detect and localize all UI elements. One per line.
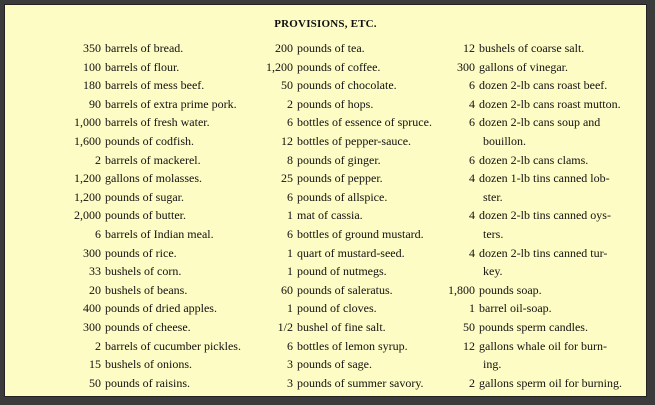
quantity: 20 [89, 282, 101, 297]
list-item [227, 113, 432, 132]
list-item [35, 39, 241, 58]
quantity: 6 [95, 226, 101, 241]
quantity: 2 [469, 375, 475, 390]
item-description: pounds of tea. [297, 41, 365, 55]
quantity: 1,600 [74, 133, 101, 148]
quantity: 1 [287, 208, 293, 223]
quantity: 2,000 [74, 208, 101, 223]
item-description: barrels of cucumber pickles. [105, 338, 241, 353]
list-item [35, 318, 241, 337]
item-description: pounds of dried apples. [105, 301, 217, 316]
list-item [227, 337, 432, 356]
quantity: 50 [281, 78, 293, 93]
item-description: quart of mustard-seed. [297, 245, 405, 260]
item-description: pounds of sugar. [105, 189, 184, 204]
quantity: 1 [287, 245, 293, 260]
quantity: 300 [83, 319, 101, 334]
list-item [35, 113, 241, 132]
item-description: pounds sperm candles. [479, 319, 588, 334]
item-description: barrels of Indian meal. [105, 226, 214, 241]
item-description: bushel of fine salt. [297, 319, 386, 334]
quantity: 6 [469, 115, 475, 130]
item-description: pounds of pepper. [297, 171, 383, 186]
list-item [35, 76, 241, 95]
quantity: 6 [469, 78, 475, 93]
quantity: 1 [287, 264, 293, 279]
list-item [35, 355, 241, 374]
list-item [227, 355, 432, 374]
quantity: 1,200 [74, 189, 101, 204]
list-item [413, 225, 622, 244]
quantity: 200 [275, 41, 293, 55]
quantity: 400 [83, 301, 101, 316]
item-description: barrel oil-soap. [479, 301, 552, 316]
quantity: 1/2 [277, 319, 293, 334]
quantity: 350 [83, 41, 101, 55]
list-item [413, 169, 622, 188]
list-item [35, 299, 241, 318]
item-description: barrels of fresh water. [105, 115, 210, 130]
quantity: 1,200 [74, 171, 101, 186]
quantity: 60 [281, 282, 293, 297]
quantity: 1,800 [448, 282, 475, 297]
quantity: 2 [95, 152, 101, 167]
quantity: 4 [469, 171, 475, 186]
quantity: 6 [469, 152, 475, 167]
list-item [413, 151, 622, 170]
quantity: 90 [89, 96, 101, 111]
quantity: 8 [287, 152, 293, 167]
list-item [35, 225, 241, 244]
list-item [227, 318, 432, 337]
column-1 [35, 39, 241, 392]
list-item [227, 206, 432, 225]
provisions-table [4, 4, 647, 397]
list-item [227, 281, 432, 300]
item-description: pounds of codfish. [105, 133, 194, 148]
item-description-continued: ster. [483, 189, 503, 204]
list-item [413, 132, 622, 151]
quantity: 15 [89, 357, 101, 372]
list-item [35, 337, 241, 356]
list-item [35, 58, 241, 77]
list-item [413, 39, 622, 58]
item-description: barrels of extra prime pork. [105, 96, 237, 111]
quantity: 2 [95, 338, 101, 353]
quantity: 50 [89, 375, 101, 390]
list-item [35, 206, 241, 225]
item-description: pounds of chocolate. [297, 78, 397, 93]
item-description: pound of nutmegs. [297, 264, 387, 279]
list-item [35, 262, 241, 281]
quantity: 1,000 [74, 115, 101, 130]
item-description: pounds of hops. [297, 96, 374, 111]
list-item [227, 58, 432, 77]
quantity: 6 [287, 189, 293, 204]
item-description-continued: bouillon. [483, 133, 527, 148]
list-item [413, 188, 622, 207]
item-description: pounds of ginger. [297, 152, 381, 167]
list-item [413, 206, 622, 225]
list-item [227, 188, 432, 207]
list-item [413, 318, 622, 337]
quantity: 1 [469, 301, 475, 316]
list-item [413, 262, 622, 281]
list-item [227, 169, 432, 188]
quantity: 4 [469, 245, 475, 260]
item-description: pounds of summer savory. [297, 375, 424, 390]
item-description: pounds of sage. [297, 357, 372, 372]
quantity: 3 [287, 375, 293, 390]
list-item [35, 244, 241, 263]
item-description: bushels of onions. [105, 357, 192, 372]
quantity: 12 [463, 41, 475, 55]
table-title: PROVISIONS, ETC. [274, 18, 377, 30]
quantity: 1,200 [266, 59, 293, 74]
item-description: barrels of bread. [105, 41, 184, 55]
quantity: 1 [287, 301, 293, 316]
list-item [413, 58, 622, 77]
item-description: bottles of ground mustard. [297, 226, 424, 241]
quantity: 300 [457, 59, 475, 74]
list-item [413, 244, 622, 263]
list-item [35, 169, 241, 188]
list-item [227, 39, 432, 58]
list-item [413, 281, 622, 300]
list-item [227, 244, 432, 263]
quantity: 33 [89, 264, 101, 279]
quantity: 3 [287, 357, 293, 372]
item-description: pound of cloves. [297, 301, 377, 316]
list-item [413, 76, 622, 95]
item-description: pounds of allspice. [297, 189, 388, 204]
list-item [35, 188, 241, 207]
list-item [227, 262, 432, 281]
item-description: dozen 1-lb tins canned lob- [479, 171, 610, 186]
list-item [227, 374, 432, 393]
item-description-continued: ters. [483, 226, 504, 241]
item-description: gallons sperm oil for burning. [479, 375, 622, 390]
list-item [35, 281, 241, 300]
quantity: 4 [469, 96, 475, 111]
item-description-continued: key. [483, 264, 503, 279]
item-description-continued: ing. [483, 357, 502, 372]
list-item [35, 151, 241, 170]
list-item [35, 95, 241, 114]
item-description: pounds of butter. [105, 208, 186, 223]
item-description: barrels of flour. [105, 59, 180, 74]
list-item [413, 374, 622, 393]
quantity: 180 [83, 78, 101, 93]
item-description: dozen 2-lb cans soup and [479, 115, 601, 130]
item-description: gallons of vinegar. [479, 59, 568, 74]
item-description: bushels of corn. [105, 264, 182, 279]
item-description: gallons of molasses. [105, 171, 202, 186]
item-description: bushels of beans. [105, 282, 188, 297]
quantity: 25 [281, 171, 293, 186]
quantity: 6 [287, 115, 293, 130]
list-item [227, 225, 432, 244]
quantity: 300 [83, 245, 101, 260]
quantity: 12 [281, 133, 293, 148]
item-description: barrels of mess beef. [105, 78, 205, 93]
list-item [413, 299, 622, 318]
list-item [35, 132, 241, 151]
list-item [227, 76, 432, 95]
quantity: 2 [287, 96, 293, 111]
item-description: mat of cassia. [297, 208, 363, 223]
list-item [35, 374, 241, 393]
item-description: dozen 2-lb tins canned oys- [479, 208, 611, 223]
item-description: dozen 2-lb cans clams. [479, 152, 589, 167]
quantity: 6 [287, 226, 293, 241]
list-item [227, 299, 432, 318]
item-description: dozen 2-lb tins canned tur- [479, 245, 608, 260]
item-description: bottles of lemon syrup. [297, 338, 408, 353]
list-item [413, 113, 622, 132]
list-item [413, 337, 622, 356]
item-description: barrels of mackerel. [105, 152, 201, 167]
item-description: pounds soap. [479, 282, 542, 297]
quantity: 50 [463, 319, 475, 334]
column-3 [413, 39, 622, 392]
list-item [227, 132, 432, 151]
quantity: 4 [469, 208, 475, 223]
item-description: bushels of coarse salt. [479, 41, 585, 55]
item-description: pounds of raisins. [105, 375, 190, 390]
list-item [227, 151, 432, 170]
item-description: bottles of essence of spruce. [297, 115, 432, 130]
list-item [227, 95, 432, 114]
item-description: dozen 2-lb cans roast beef. [479, 78, 608, 93]
item-description: pounds of cheese. [105, 319, 191, 334]
quantity: 6 [287, 338, 293, 353]
item-description: pounds of coffee. [297, 59, 381, 74]
item-description: gallons whale oil for burn- [479, 338, 607, 353]
item-description: pounds of rice. [105, 245, 177, 260]
list-item [413, 355, 622, 374]
quantity: 12 [463, 338, 475, 353]
item-description: pounds of saleratus. [297, 282, 393, 297]
item-description: bottles of pepper-sauce. [297, 133, 412, 148]
item-description: dozen 2-lb cans roast mutton. [479, 96, 621, 111]
list-item [413, 95, 622, 114]
column-2 [227, 39, 432, 392]
quantity: 100 [83, 59, 101, 74]
